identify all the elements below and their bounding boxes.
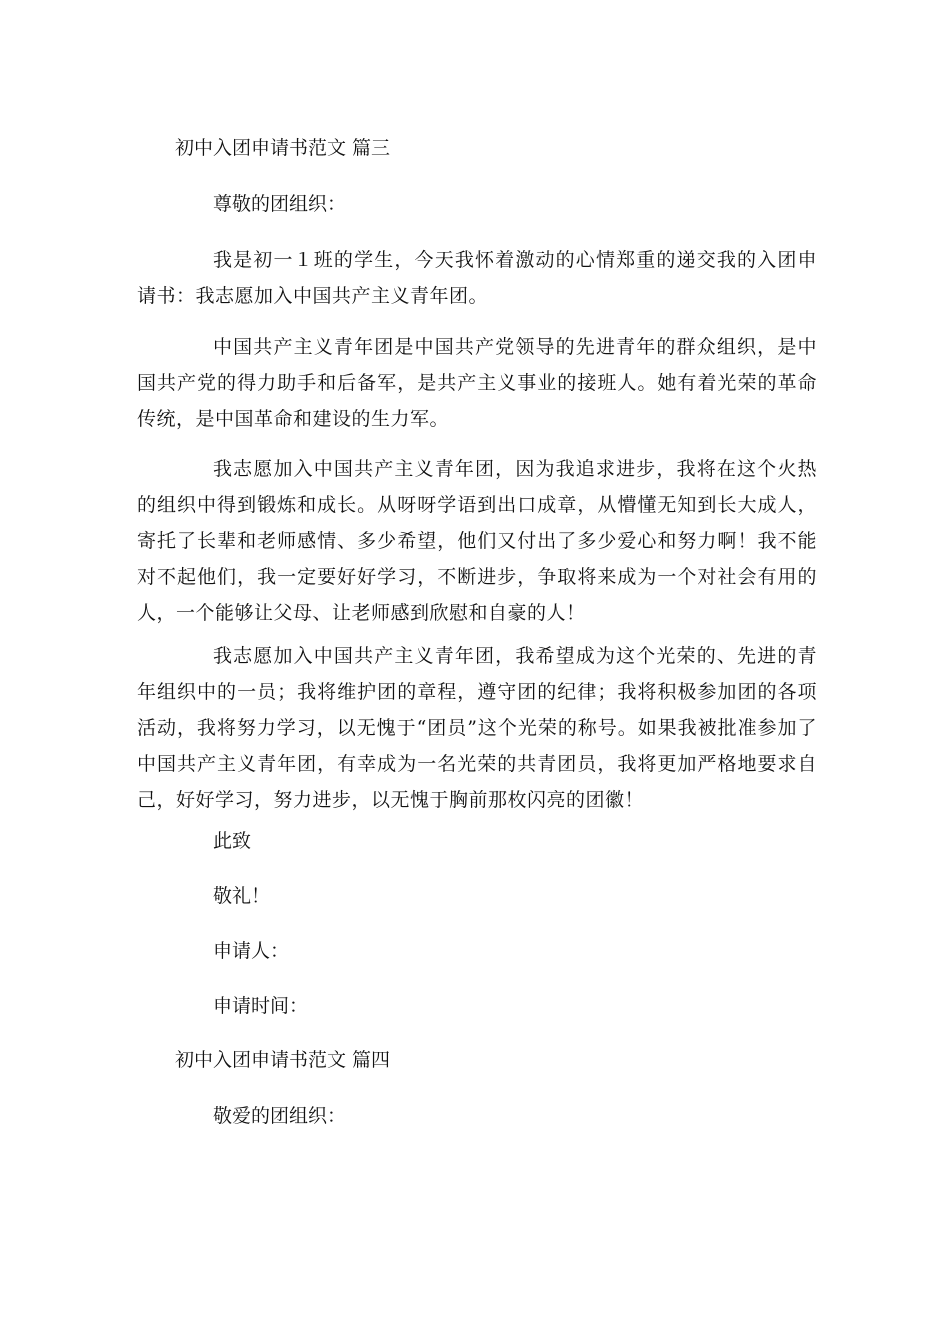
section-title: 初中入团申请书范文 篇四: [175, 1049, 391, 1071]
date-label: 申请时间：: [213, 995, 309, 1017]
salutation: 敬爱的团组织：: [213, 1105, 347, 1127]
salutation: 尊敬的团组织：: [213, 193, 347, 215]
paragraph: 我志愿加入中国共产主义青年团，我希望成为这个光荣的、先进的青年组织中的一员；我将维护团的章程，遵守团的纪律；我将积极参加团的各项活动，我将努力学习，以无愧于“团员”这个光荣的称号。如果我被批准参加了中国共产主义青年团，有幸成为一名光荣的共青团员，我将更加严格地要求自己，好好学习，努力进步，以无愧于胸前那枚闪亮的团徽！: [137, 645, 817, 811]
section-title: 初中入团申请书范文 篇三: [175, 137, 391, 159]
paragraph: 我志愿加入中国共产主义青年团，因为我追求进步，我将在这个火热的组织中得到锻炼和成长。从呀呀学语到出口成章，从懵懂无知到长大成人，寄托了长辈和老师感情、多少希望，他们又付出了多少爱心和努力啊！我不能对不起他们，我一定要好好学习，不断进步，争取将来成为一个对社会有用的人，一个能够让父母、让老师感到欣慰和自豪的人！: [137, 458, 817, 624]
closing-line: 此致: [213, 830, 252, 852]
paragraph: 我是初一１班的学生，今天我怀着激动的心情郑重的递交我的入团申请书：我志愿加入中国共产主义青年团。: [137, 249, 817, 307]
applicant-label: 申请人：: [213, 940, 290, 962]
paragraph: 中国共产主义青年团是中国共产党领导的先进青年的群众组织，是中国共产党的得力助手和后备军，是共产主义事业的接班人。她有着光荣的革命传统，是中国革命和建设的生力军。: [137, 336, 817, 430]
closing-line: 敬礼！: [213, 885, 271, 907]
